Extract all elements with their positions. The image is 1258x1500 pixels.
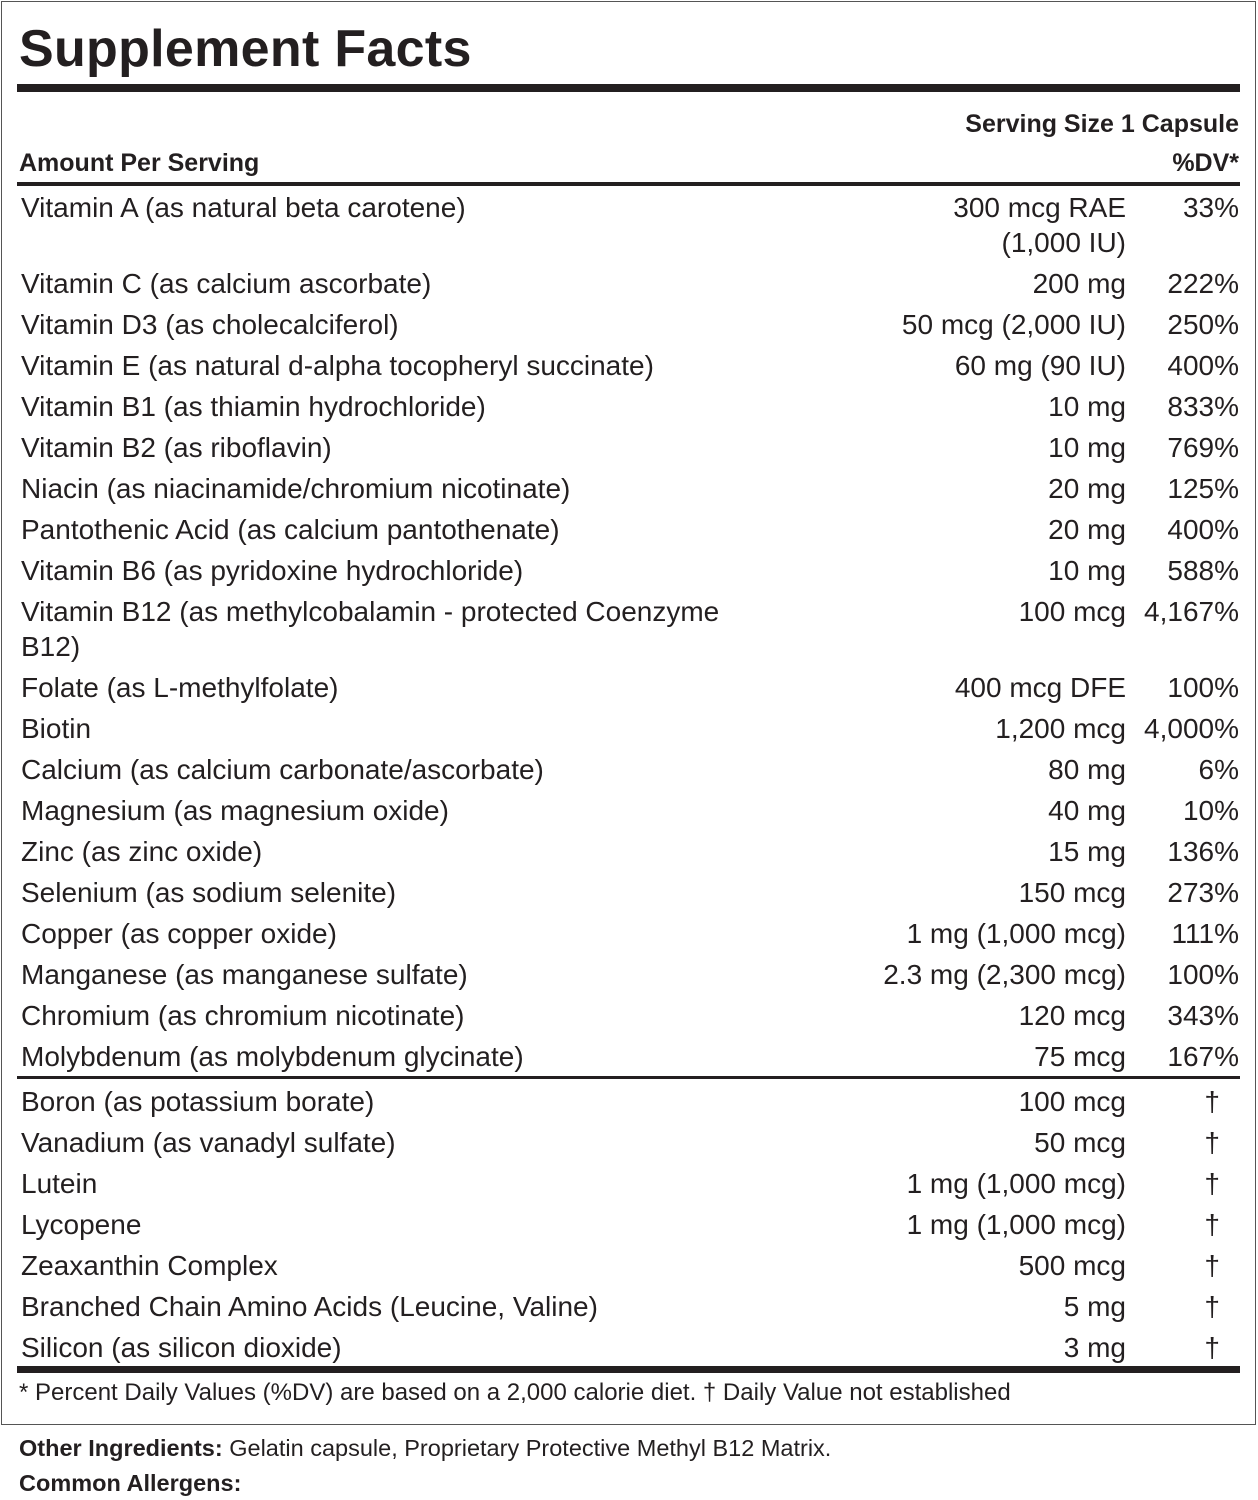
nutrient-name	[21, 916, 811, 951]
nutrient-name-line: Magnesium (as magnesium oxide)	[21, 795, 449, 826]
nutrient-amount-line: 50 mcg	[1034, 1127, 1126, 1158]
nutrient-amount	[1048, 752, 1126, 787]
amount-per-serving-header: Amount Per Serving	[19, 149, 260, 177]
nutrient-amount	[902, 307, 1126, 342]
nutrient-name-line: Copper (as copper oxide)	[21, 918, 337, 949]
nutrient-amount	[1064, 1289, 1126, 1324]
nutrient-dv: 100%	[1167, 959, 1239, 990]
nutrient-amount-line: 100 mcg	[1018, 1086, 1126, 1117]
nutrient-name	[21, 1248, 811, 1283]
nutrient-name-line: B12)	[21, 631, 81, 662]
footnote: * Percent Daily Values (%DV) are based on a 2,000 calorie diet. † Daily Value not established	[19, 1379, 1011, 1406]
nutrient-amount	[907, 916, 1126, 951]
nutrient-amount-line: 10 mg	[1048, 555, 1126, 586]
nutrient-name-line: Vitamin B1 (as thiamin hydrochloride)	[21, 391, 486, 422]
nutrient-amount	[1034, 1039, 1126, 1074]
other-ingredients-text: Gelatin capsule, Proprietary Protective Methyl B12 Matrix.	[222, 1435, 832, 1461]
nutrient-dv: †	[1204, 1291, 1220, 1322]
nutrient-amount-line: 75 mcg	[1034, 1041, 1126, 1072]
nutrient-amount	[955, 670, 1126, 705]
dv-header: %DV*	[1172, 149, 1239, 177]
nutrient-name	[21, 834, 811, 869]
nutrient-amount	[995, 711, 1126, 746]
nutrient-amount-line: 5 mg	[1063, 1291, 1126, 1322]
nutrient-name	[21, 594, 811, 664]
other-ingredients-label: Other Ingredients:	[19, 1435, 223, 1461]
nutrient-amount	[907, 1166, 1126, 1201]
nutrient-amount-line: 200 mg	[1032, 268, 1126, 299]
nutrient-name-line: Branched Chain Amino Acids (Leucine, Valine)	[21, 1291, 598, 1322]
nutrient-amount	[953, 190, 1126, 260]
nutrient-dv: 100%	[1167, 672, 1239, 703]
nutrient-name-line: Zinc (as zinc oxide)	[21, 836, 263, 867]
nutrient-dv: 250%	[1167, 309, 1239, 340]
nutrient-name	[21, 190, 811, 225]
nutrient-dv: 10%	[1182, 795, 1239, 826]
nutrient-amount-line: 400 mcg DFE	[954, 672, 1126, 703]
nutrient-amount-line: 1 mg (1,000 mcg)	[906, 918, 1126, 949]
nutrient-name-line: Vitamin C (as calcium ascorbate)	[21, 268, 432, 299]
nutrient-name	[21, 752, 811, 787]
nutrient-name-line: Manganese (as manganese sulfate)	[21, 959, 468, 990]
nutrient-name	[21, 471, 811, 506]
nutrient-name-line: Vitamin B6 (as pyridoxine hydrochloride)	[21, 555, 524, 586]
nutrient-amount	[1034, 1125, 1126, 1160]
common-allergens	[19, 1468, 241, 1498]
nutrient-dv: 400%	[1167, 514, 1239, 545]
nutrient-name	[21, 998, 811, 1033]
title-rule	[17, 84, 1240, 92]
nutrient-amount-line: 2.3 mg (2,300 mcg)	[883, 959, 1126, 990]
serving-size: Serving Size 1 Capsule	[965, 110, 1239, 138]
nutrient-amount-line: 3 mg	[1063, 1332, 1126, 1363]
nutrient-dv: 6%	[1198, 754, 1239, 785]
nutrient-amount-line: 15 mg	[1048, 836, 1126, 867]
nutrient-name	[21, 1125, 811, 1160]
nutrient-name-line: Lutein	[21, 1168, 98, 1199]
header-rule	[17, 182, 1240, 186]
nutrient-name-line: Pantothenic Acid (as calcium pantothenate)	[21, 514, 560, 545]
nutrient-name-line: Vanadium (as vanadyl sulfate)	[21, 1127, 396, 1158]
nutrient-name	[21, 1084, 811, 1119]
nutrient-name-line: Calcium (as calcium carbonate/ascorbate)	[21, 754, 544, 785]
nutrient-name	[21, 793, 811, 828]
nutrient-name-line: Vitamin D3 (as cholecalciferol)	[21, 309, 399, 340]
panel-title: Supplement Facts	[19, 20, 472, 78]
common-allergens-label: Common Allergens:	[19, 1470, 242, 1496]
nutrient-name-line: Vitamin E (as natural d-alpha tocopheryl succinate)	[21, 350, 654, 381]
nutrient-dv: 4,167%	[1144, 596, 1239, 627]
other-ingredients	[19, 1433, 831, 1463]
nutrient-amount	[1048, 430, 1126, 465]
nutrient-dv: 167%	[1167, 1041, 1239, 1072]
nutrient-amount-line: 120 mcg	[1018, 1000, 1126, 1031]
nutrient-amount	[1064, 1330, 1126, 1365]
nutrient-name-line: Biotin	[21, 713, 92, 744]
nutrient-amount-line: 100 mcg	[1018, 596, 1126, 627]
nutrient-dv: 273%	[1167, 877, 1239, 908]
nutrient-dv: 833%	[1167, 391, 1239, 422]
nutrient-name-line: Selenium (as sodium selenite)	[21, 877, 397, 908]
nutrient-amount	[1048, 834, 1126, 869]
nutrient-amount	[1033, 266, 1126, 301]
nutrient-dv: 4,000%	[1144, 713, 1239, 744]
nutrient-name	[21, 348, 811, 383]
nutrient-amount	[1019, 1084, 1126, 1119]
nutrient-amount-line: 80 mg	[1048, 754, 1126, 785]
nutrient-name-line: Vitamin B12 (as methylcobalamin - protected Coenzyme	[21, 596, 720, 627]
nutrient-dv: 400%	[1167, 350, 1239, 381]
nutrient-dv: 222%	[1167, 268, 1239, 299]
nutrient-name	[21, 430, 811, 465]
nutrient-name-line: Boron (as potassium borate)	[21, 1086, 375, 1117]
nutrient-amount-line: 1 mg (1,000 mcg)	[906, 1168, 1126, 1199]
nutrient-name-line: Folate (as L-methylfolate)	[21, 672, 339, 703]
nutrient-dv: 111%	[1171, 918, 1239, 949]
nutrient-dv: 588%	[1167, 555, 1239, 586]
nutrient-name	[21, 1166, 811, 1201]
nutrient-name	[21, 307, 811, 342]
nutrient-name-line: Molybdenum (as molybdenum glycinate)	[21, 1041, 524, 1072]
nutrient-amount	[1048, 553, 1126, 588]
nutrient-dv: 343%	[1167, 1000, 1239, 1031]
nutrient-name	[21, 711, 811, 746]
nutrient-name	[21, 875, 811, 910]
nutrient-amount-line: (1,000 IU)	[1001, 227, 1126, 258]
nutrient-amount	[1048, 512, 1126, 547]
bottom-rule	[17, 1366, 1240, 1373]
nutrient-name	[21, 266, 811, 301]
nutrient-dv: †	[1204, 1332, 1220, 1363]
nutrient-name	[21, 512, 811, 547]
nutrient-dv: †	[1204, 1250, 1220, 1281]
section-rule	[17, 1076, 1240, 1079]
nutrient-amount-line: 10 mg	[1048, 391, 1126, 422]
nutrient-dv: 33%	[1182, 192, 1239, 223]
nutrient-amount-line: 40 mg	[1048, 795, 1126, 826]
nutrient-amount-line: 1,200 mcg	[995, 713, 1126, 744]
nutrient-name-line: Silicon (as silicon dioxide)	[21, 1332, 342, 1363]
nutrient-dv: 136%	[1167, 836, 1239, 867]
nutrient-name	[21, 957, 811, 992]
nutrient-amount-line: 500 mcg	[1018, 1250, 1126, 1281]
nutrient-amount-line: 60 mg (90 IU)	[954, 350, 1126, 381]
nutrient-amount	[883, 957, 1126, 992]
nutrient-amount	[907, 1207, 1126, 1242]
nutrient-amount	[1048, 793, 1126, 828]
nutrient-name	[21, 389, 811, 424]
nutrient-amount	[955, 348, 1126, 383]
nutrient-dv: †	[1204, 1168, 1220, 1199]
nutrient-amount	[1048, 389, 1126, 424]
nutrient-name-line: Niacin (as niacinamide/chromium nicotinate)	[21, 473, 571, 504]
nutrient-name	[21, 670, 811, 705]
nutrient-name	[21, 553, 811, 588]
nutrient-name-line: Chromium (as chromium nicotinate)	[21, 1000, 465, 1031]
nutrient-name-line: Zeaxanthin Complex	[21, 1250, 278, 1281]
nutrient-amount-line: 20 mg	[1048, 514, 1126, 545]
nutrient-dv: †	[1204, 1086, 1220, 1117]
nutrient-amount	[1019, 875, 1126, 910]
nutrient-dv: †	[1204, 1127, 1220, 1158]
nutrient-name	[21, 1039, 811, 1074]
nutrient-amount-line: 50 mcg (2,000 IU)	[901, 309, 1126, 340]
nutrient-amount	[1019, 594, 1126, 629]
nutrient-amount-line: 20 mg	[1048, 473, 1126, 504]
nutrient-dv: 769%	[1167, 432, 1239, 463]
nutrient-amount-line: 300 mcg RAE	[953, 192, 1126, 223]
nutrient-name-line: Vitamin A (as natural beta carotene)	[21, 192, 466, 223]
nutrient-name	[21, 1289, 811, 1324]
nutrient-amount	[1019, 1248, 1126, 1283]
nutrient-amount	[1048, 471, 1126, 506]
nutrient-amount	[1019, 998, 1126, 1033]
nutrient-amount-line: 10 mg	[1048, 432, 1126, 463]
nutrient-name-line: Vitamin B2 (as riboflavin)	[21, 432, 332, 463]
nutrient-name	[21, 1330, 811, 1365]
nutrient-dv: 125%	[1167, 473, 1239, 504]
nutrient-name	[21, 1207, 811, 1242]
nutrient-name-line: Lycopene	[21, 1209, 142, 1240]
nutrient-dv: †	[1204, 1209, 1220, 1240]
nutrient-amount-line: 150 mcg	[1018, 877, 1126, 908]
nutrient-amount-line: 1 mg (1,000 mcg)	[906, 1209, 1126, 1240]
